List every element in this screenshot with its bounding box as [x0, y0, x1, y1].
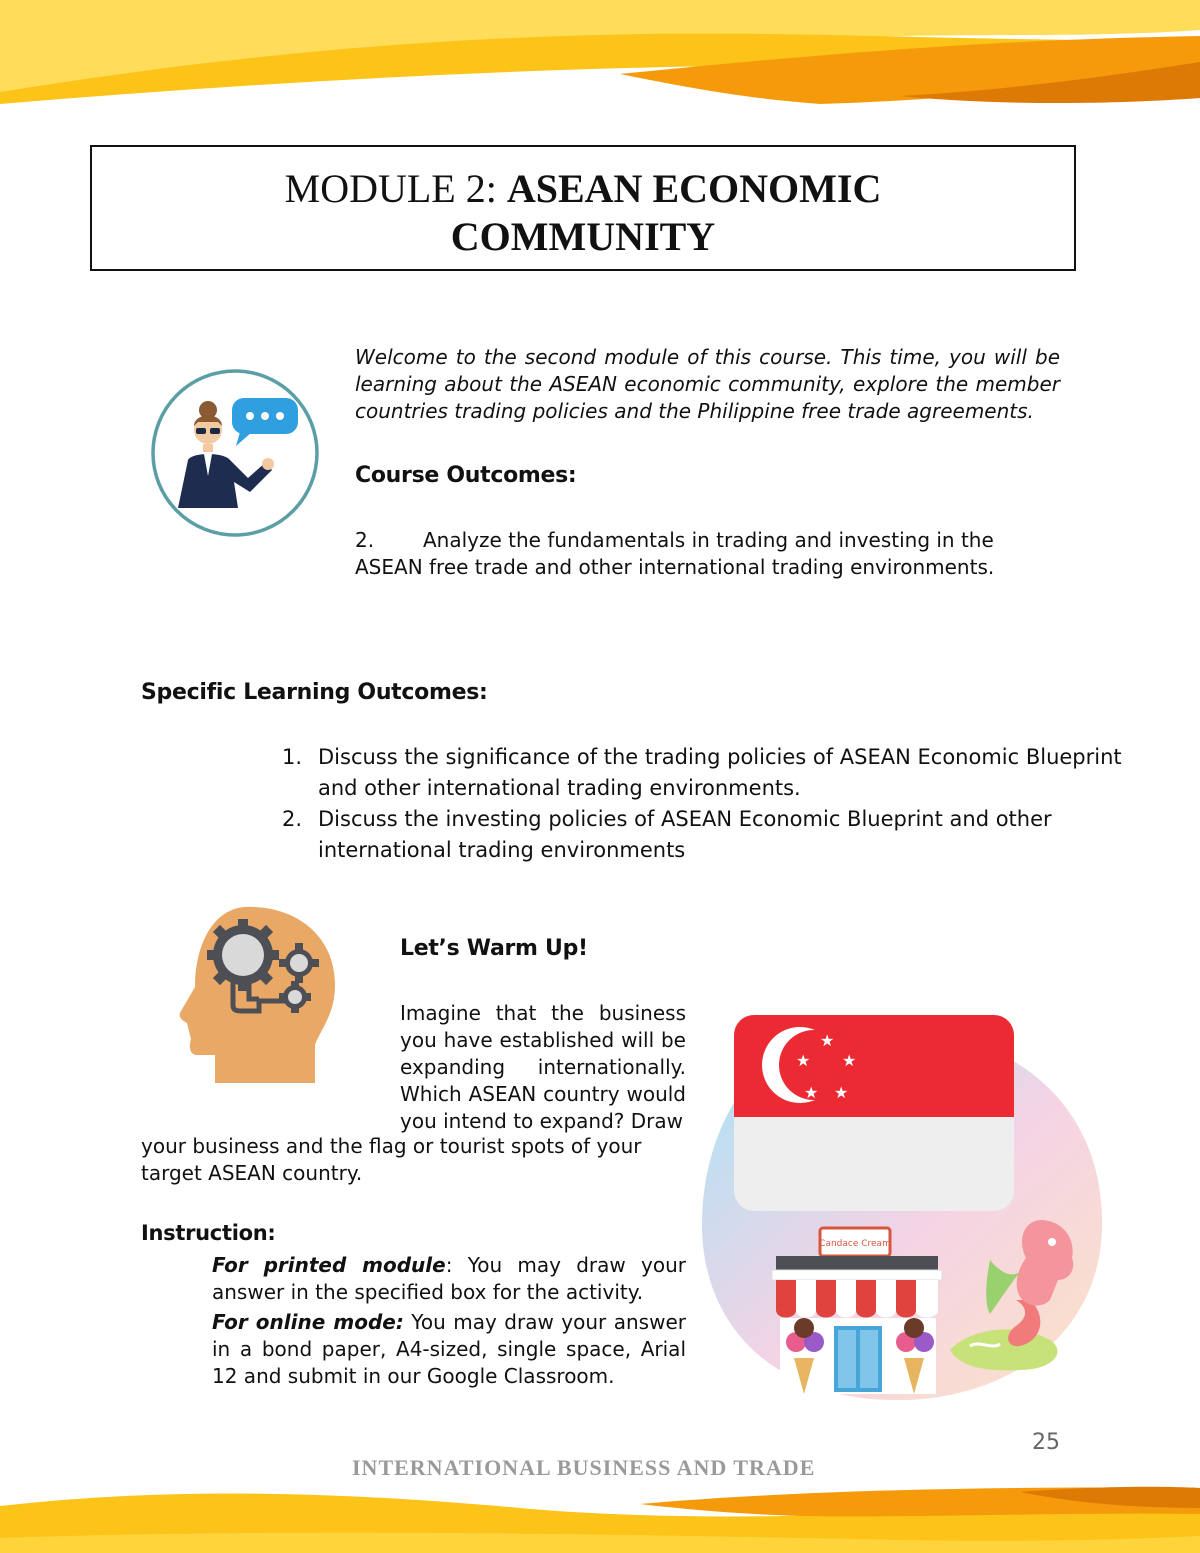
header-wave-decoration: [0, 0, 1200, 110]
specific-outcomes-heading: Specific Learning Outcomes:: [141, 680, 488, 705]
specific-outcomes-list: [282, 742, 1132, 866]
module-title-box: [90, 145, 1076, 271]
printed-module-text: : You may draw your answer in the specified box for the activity.: [212, 1253, 686, 1304]
svg-text:★: ★: [842, 1051, 857, 1070]
svg-text:★: ★: [820, 1031, 835, 1050]
list-item-number: 2.: [282, 807, 303, 831]
printed-module-label: For printed module: [212, 1253, 446, 1277]
svg-text:★: ★: [796, 1051, 811, 1070]
head-gears-icon: [175, 905, 340, 1085]
module-title-line2: COMMUNITY: [450, 214, 716, 259]
course-outcome-number: 2.: [355, 528, 375, 552]
list-item: [282, 742, 1132, 804]
module-title-main: ASEAN ECONOMIC: [506, 166, 882, 211]
singapore-shop-illustration: [700, 1010, 1105, 1402]
intro-paragraph: Welcome to the second module of this course. This time, you will be learning about the ASEAN economic community, explore the member countries trading policies and the Philippine free trade agreements.: [355, 345, 1060, 423]
online-mode-label: For online mode:: [212, 1310, 404, 1334]
list-item-number: 1.: [282, 745, 303, 769]
instruction-heading: Instruction:: [141, 1221, 276, 1245]
list-item-text: Discuss the significance of the trading policies of ASEAN Economic Blueprint and other international trading environments.: [318, 745, 1122, 800]
instruction-printed: [212, 1252, 686, 1306]
list-item: [282, 804, 1132, 866]
course-outcome-item: [355, 527, 1060, 581]
module-title-line1: [92, 165, 1074, 213]
warm-up-heading: Let’s Warm Up!: [400, 936, 588, 961]
module-title-prefix: MODULE 2:: [284, 166, 497, 211]
svg-text:★: ★: [804, 1083, 819, 1102]
course-outcome-text: Analyze the fundamentals in trading and investing in the ASEAN free trade and other international trading environments.: [355, 528, 995, 579]
shop-sign-text: Candace Cream: [819, 1239, 891, 1249]
warm-up-paragraph-part1: Imagine that the business you have established will be expanding internationally. Which ASEAN country would you intend to expand? Draw: [400, 1001, 686, 1133]
warm-up-paragraph-part2: your business and the flag or tourist spots of your target ASEAN country.: [141, 1134, 642, 1185]
footer-course-title: INTERNATIONAL BUSINESS AND TRADE: [352, 1455, 816, 1480]
svg-text:★: ★: [834, 1083, 849, 1102]
teacher-avatar-illustration: [148, 366, 322, 540]
course-outcomes-heading: Course Outcomes:: [355, 463, 577, 488]
footer-wave-decoration: [0, 1478, 1200, 1553]
page-number: 25: [1032, 1430, 1060, 1455]
online-mode-text: You may draw your answer in a bond paper, A4-sized, single space, Arial 12 and submit in our Google Classroom.: [212, 1310, 686, 1388]
instruction-online: [212, 1309, 686, 1390]
list-item-text: Discuss the investing policies of ASEAN Economic Blueprint and other international trading environments: [318, 807, 1052, 862]
